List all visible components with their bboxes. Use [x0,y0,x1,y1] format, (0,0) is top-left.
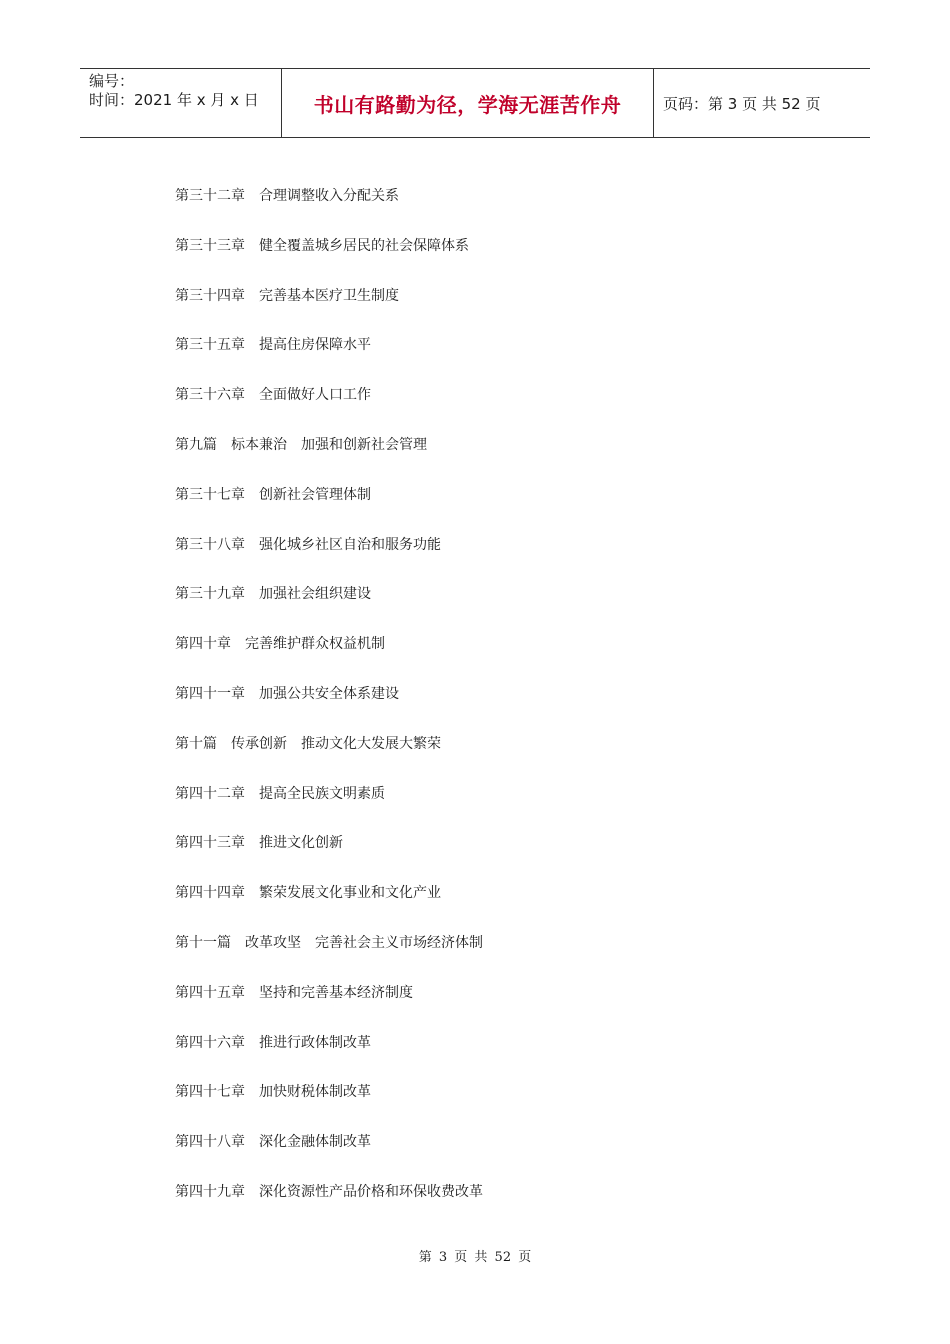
time-label: 时间：2021 年 x 月 x 日 [89,91,259,109]
toc-item: 第四十章 完善维护群众权益机制 [175,636,385,653]
page-header [80,68,870,138]
toc-item: 第四十七章 加快财税体制改革 [175,1084,371,1101]
toc-item: 第四十三章 推进文化创新 [175,835,343,852]
number-label: 编号： [89,72,135,90]
header-meta [80,69,282,137]
toc-item: 第四十九章 深化资源性产品价格和环保收费改革 [175,1183,483,1200]
toc-item: 第三十五章 提高住房保障水平 [175,337,371,354]
header-motto: 书山有路勤为径，学海无涯苦作舟 [282,69,654,137]
toc-item: 第三十二章 合理调整收入分配关系 [175,188,399,204]
toc-item: 第四十一章 加强公共安全体系建设 [175,685,399,702]
toc-item: 第三十四章 完善基本医疗卫生制度 [175,287,399,304]
toc-item: 第三十八章 强化城乡社区自治和服务功能 [175,536,441,553]
toc-item: 第三十六章 全面做好人口工作 [175,387,371,404]
toc-item: 第四十八章 深化金融体制改革 [175,1134,371,1151]
header-page-info: 页码：第 3 页 共 52 页 [663,94,821,113]
toc-item: 第四十二章 提高全民族文明素质 [175,785,385,802]
toc-item: 第四十四章 繁荣发展文化事业和文化产业 [175,885,441,902]
page-footer [0,1246,950,1265]
footer-page-number: 第 3 页 共 52 页 [418,1250,532,1265]
toc-item: 第十一篇 改革攻坚 完善社会主义市场经济体制 [175,934,483,951]
toc-item: 第三十九章 加强社会组织建设 [175,586,371,603]
table-of-contents [175,184,483,1230]
toc-item: 第三十三章 健全覆盖城乡居民的社会保障体系 [175,237,469,254]
toc-item: 第四十六章 推进行政体制改革 [175,1034,371,1051]
toc-item: 第九篇 标本兼治 加强和创新社会管理 [175,436,427,453]
toc-item: 第十篇 传承创新 推动文化大发展大繁荣 [175,735,441,752]
toc-item: 第四十五章 坚持和完善基本经济制度 [175,984,413,1001]
toc-item: 第三十七章 创新社会管理体制 [175,486,371,503]
